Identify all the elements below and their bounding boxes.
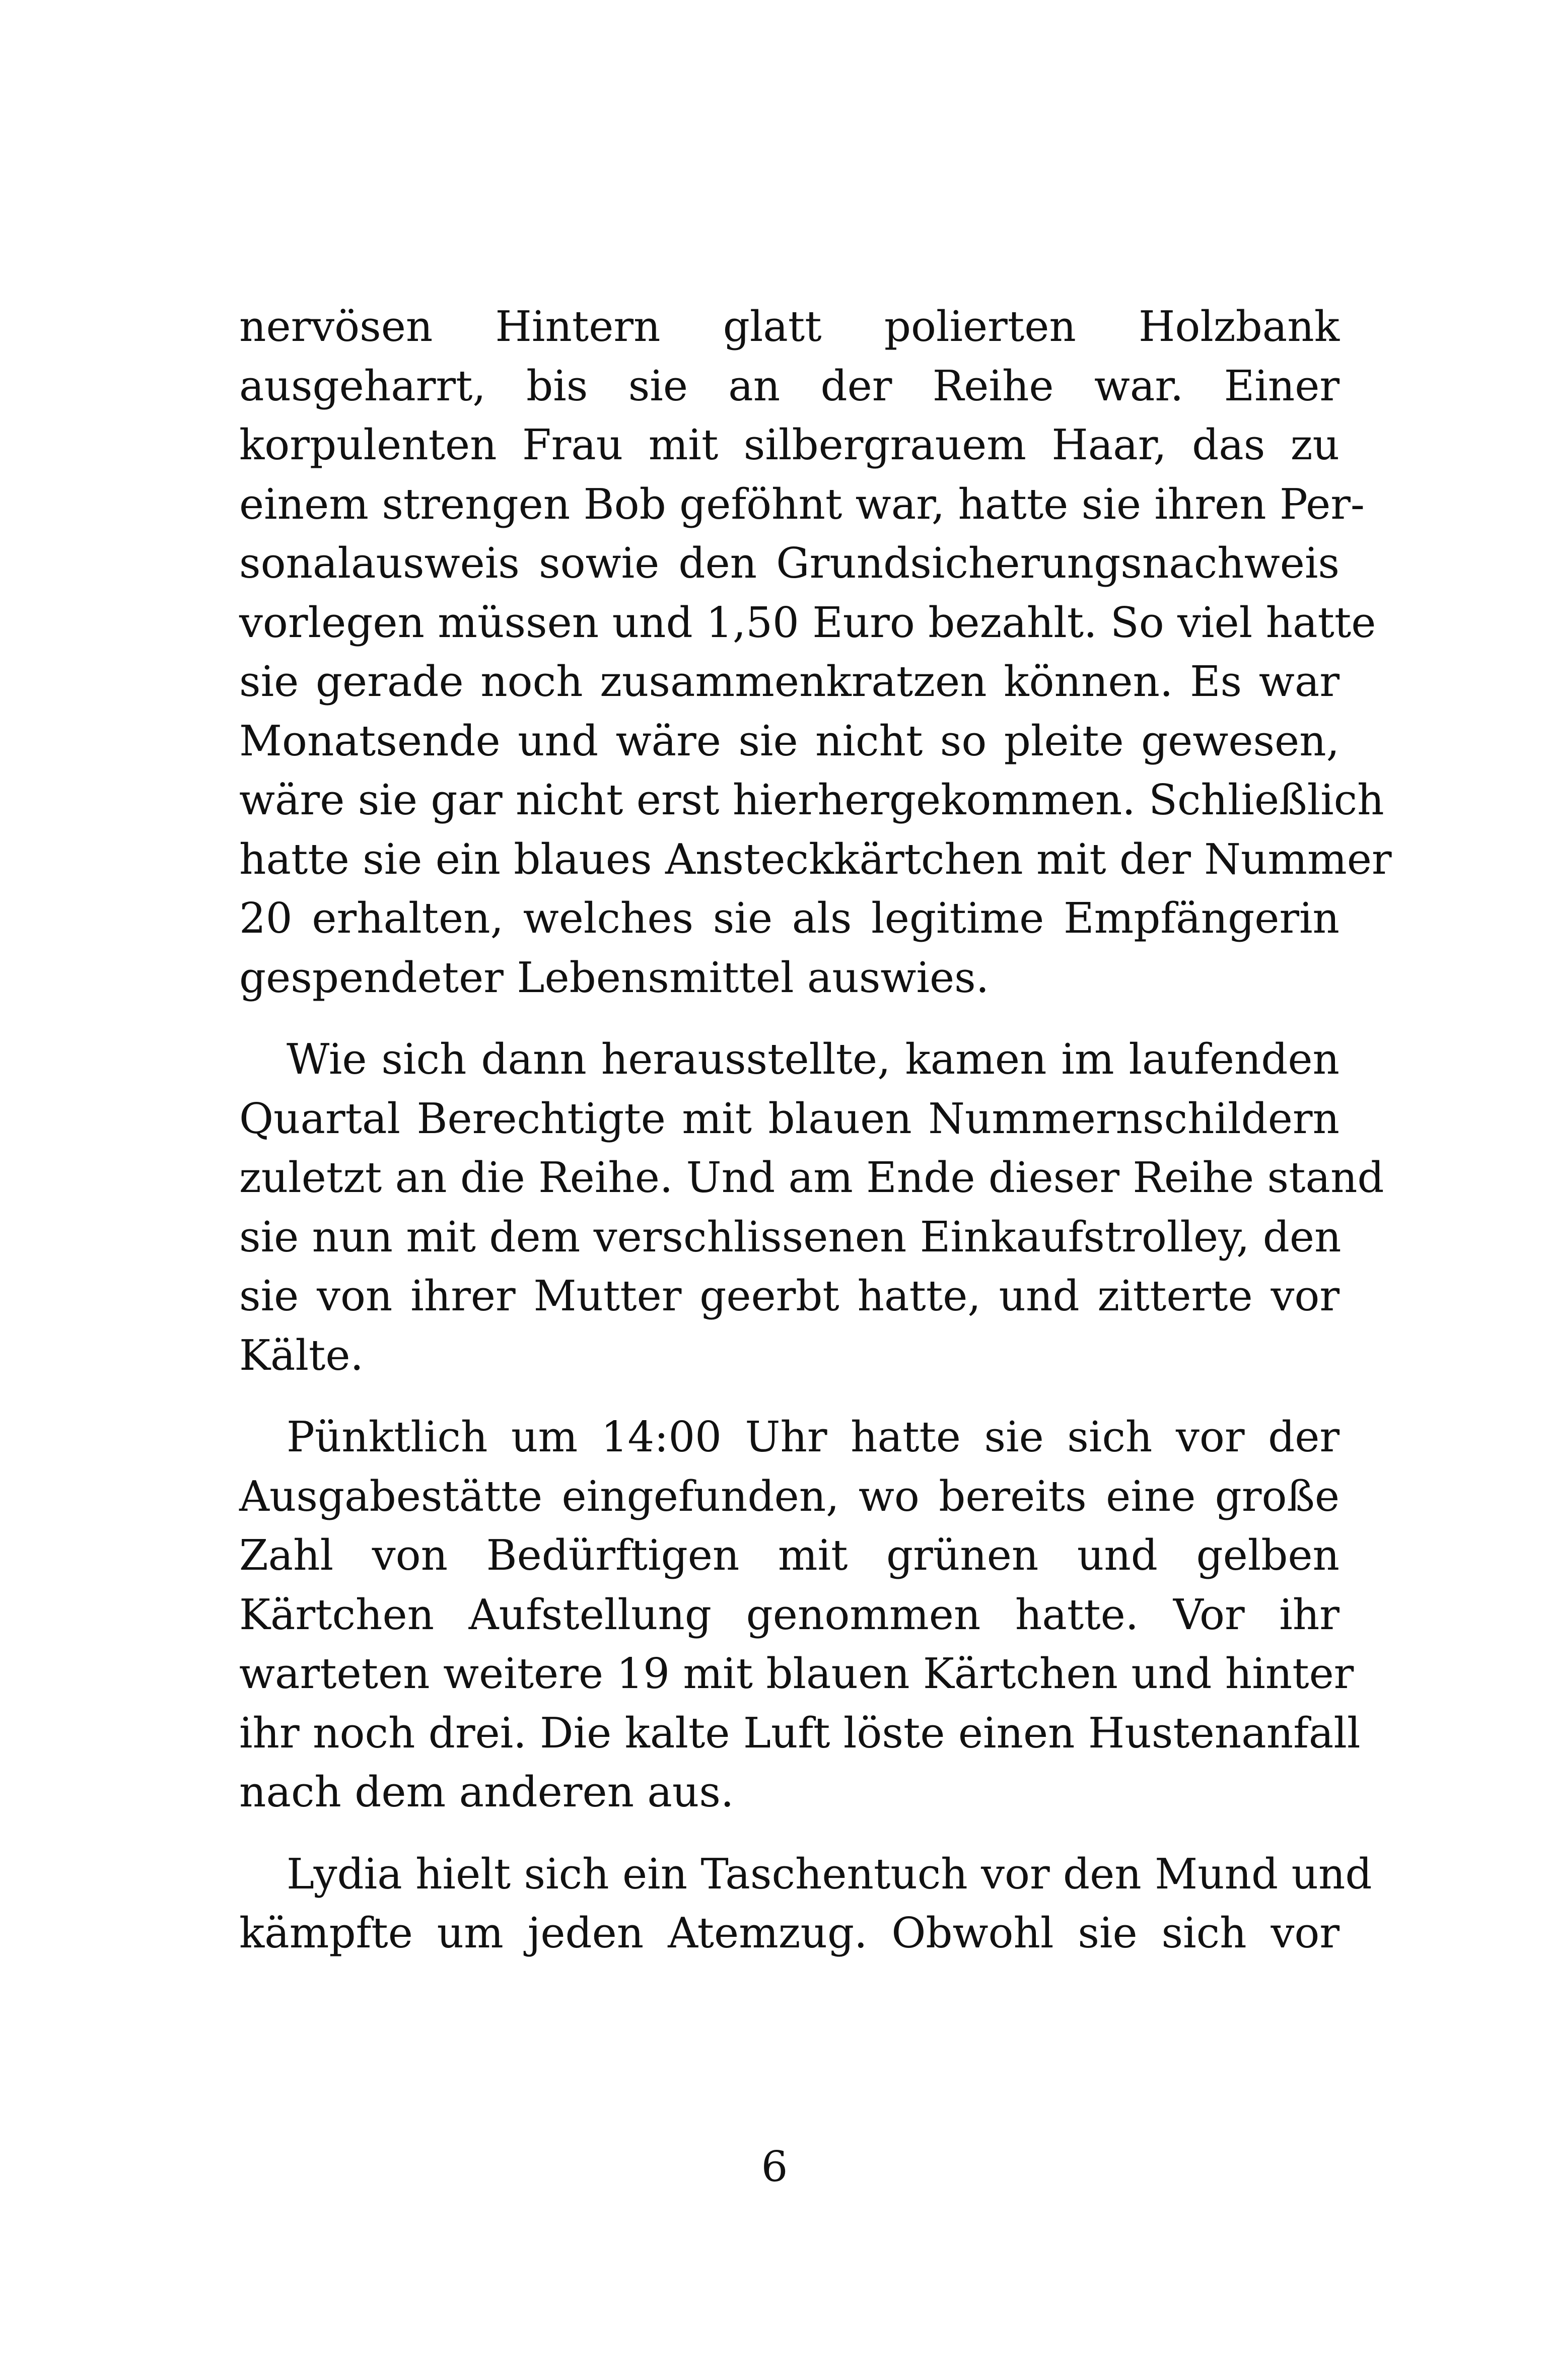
text-line: vorlegen müssen und 1,50 Euro bezahlt. So viel hatte [239, 598, 1376, 647]
text-line: nach dem anderen aus. [239, 1768, 734, 1816]
text-line: sie von ihrer Mutter geerbt hatte, und zitterte vor [239, 1272, 1340, 1320]
text-line: nervösen Hintern glatt polierten Holzbank [239, 302, 1340, 351]
text-line: 20 erhalten, welches sie als legitime Empfängerin [239, 894, 1340, 943]
text-line: kämpfte um jeden Atemzug. Obwohl sie sich vor [239, 1909, 1340, 1957]
text-line: gespendeter Lebensmittel auswies. [239, 953, 990, 1002]
text-line: hatte sie ein blaues Ansteckkärtchen mit der Nummer [239, 834, 1392, 884]
body-text [239, 297, 1392, 1963]
text-line: Kärtchen Aufstellung genommen hatte. Vor ihr [239, 1590, 1340, 1639]
text-line: ausgeharrt, bis sie an der Reihe war. Einer [239, 361, 1340, 410]
page-number: 6 [761, 2142, 788, 2191]
text-line: korpulenten Frau mit silbergrauem Haar, das zu [239, 421, 1340, 469]
text-line: sie nun mit dem verschlissenen Einkaufstrolley, den [239, 1212, 1342, 1262]
text-line: Ausgabestätte eingefunden, wo bereits eine große [239, 1472, 1340, 1521]
text-line: Zahl von Bedürftigen mit grünen und gelben [239, 1531, 1340, 1580]
text-line: sie gerade noch zusammenkratzen können. Es war [239, 657, 1340, 706]
text-line: wäre sie gar nicht erst hierhergekommen. Schließlich [239, 776, 1384, 824]
paragraph-spacing [239, 1822, 1340, 1845]
text-line: einem strengen Bob geföhnt war, hatte sie ihren Per- [239, 479, 1365, 529]
text-line: sonalausweis sowie den Grundsicherungsnachweis [239, 539, 1340, 588]
paragraph-spacing [239, 1385, 1340, 1408]
text-line: warteten weitere 19 mit blauen Kärtchen und hinter [239, 1649, 1354, 1698]
text-line: Quartal Berechtigte mit blauen Nummernschildern [239, 1094, 1340, 1143]
text-line: Monatsende und wäre sie nicht so pleite gewesen, [239, 716, 1340, 765]
text-line: Lydia hielt sich ein Taschentuch vor den Mund und [287, 1849, 1372, 1899]
text-line: zuletzt an die Reihe. Und am Ende dieser Reihe stand [239, 1153, 1384, 1202]
paragraph-spacing [239, 1007, 1340, 1030]
text-line: ihr noch drei. Die kalte Luft löste einen Hustenanfall [239, 1708, 1361, 1758]
text-line: Wie sich dann herausstellte, kamen im laufenden [287, 1035, 1340, 1084]
text-line: Pünktlich um 14:00 Uhr hatte sie sich vor der [287, 1413, 1340, 1461]
text-line: Kälte. [239, 1331, 364, 1380]
